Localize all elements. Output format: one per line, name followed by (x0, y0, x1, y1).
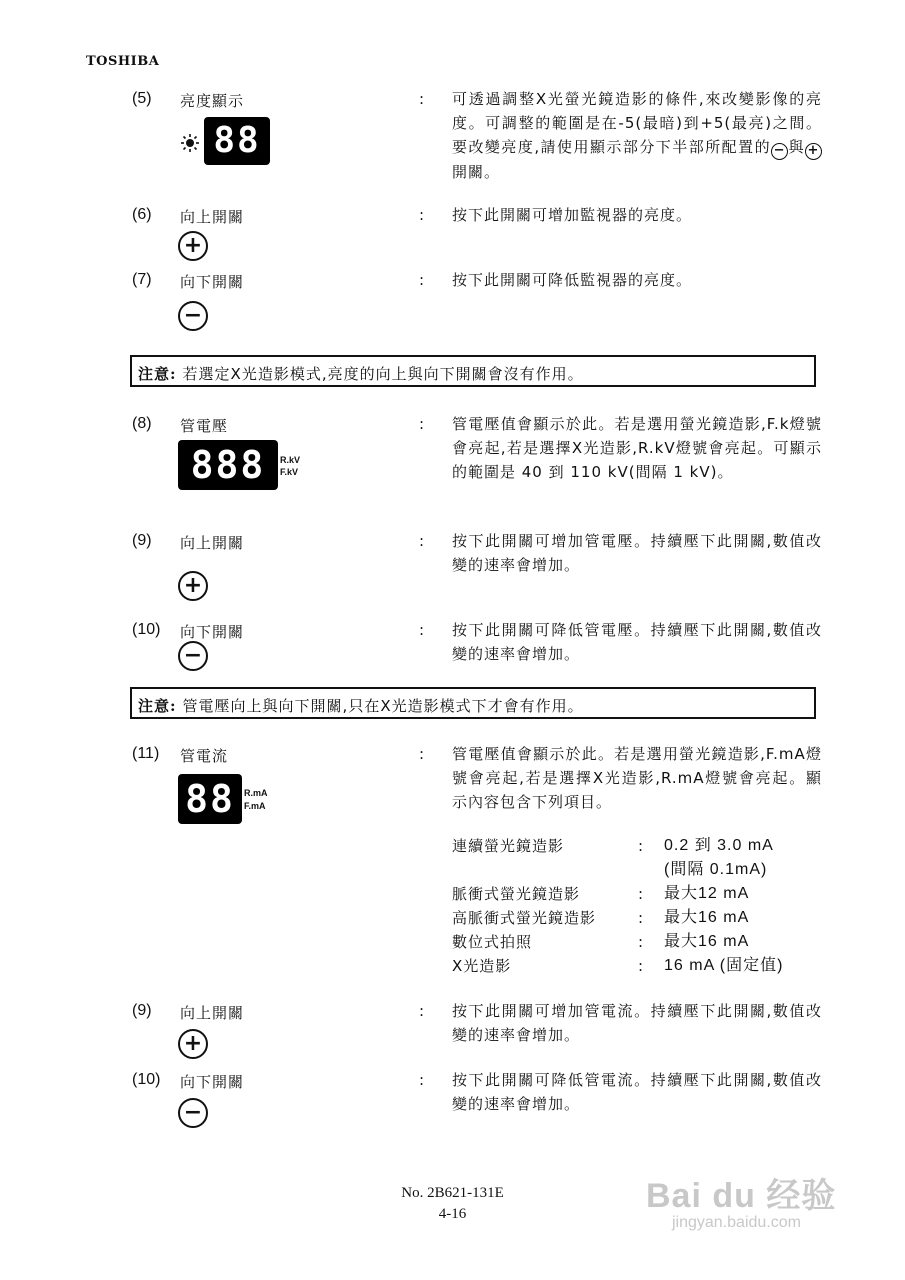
item-description: 按下此開關可增加管電壓。持續壓下此開關,數值改變的速率會增加。 (452, 532, 822, 574)
item-description: 按下此開關可增加監視器的亮度。 (452, 206, 693, 224)
colon: : (419, 206, 425, 224)
note-label: 注意: (138, 697, 177, 715)
current-row: 脈衝式螢光鏡造影 : 最大12 mA (452, 885, 750, 903)
kv-down-button[interactable]: − (178, 641, 208, 671)
minus-icon: − (771, 143, 788, 160)
item-number: (9) (132, 1002, 152, 1019)
current-row: 連續螢光鏡造影 : 0.2 到 3.0 mA (452, 837, 774, 855)
lamp-label-rma: R.mA (244, 788, 268, 798)
colon: : (419, 1002, 425, 1020)
page-number: 4-16 (438, 1206, 467, 1222)
watermark-logo: Bai du 经验 (646, 1177, 837, 1215)
item-number: (9) (132, 532, 152, 549)
item-description: 按下此開關可增加管電流。持續壓下此開關,數值改變的速率會增加。 (452, 1002, 822, 1044)
item-description: 按下此開關可降低管電流。持續壓下此開關,數值改變的速率會增加。 (452, 1071, 822, 1113)
current-row: 數位式拍照 : 最大16 mA (452, 933, 750, 951)
current-row: 高脈衝式螢光鏡造影 : 最大16 mA (452, 909, 750, 927)
item-title: 向下開關 (180, 623, 245, 641)
item-title: 向上開關 (180, 1004, 245, 1022)
note-label: 注意: (138, 365, 177, 383)
item-title: 向下開關 (180, 1073, 245, 1091)
brightness-up-button[interactable]: + (178, 231, 208, 261)
item-title: 管電壓 (180, 417, 229, 435)
tube-voltage-display: 888 (178, 440, 278, 490)
current-row-note: (間隔 0.1mA) (664, 861, 768, 878)
item-number: (7) (132, 271, 152, 288)
item-number: (10) (132, 1071, 161, 1088)
note-text: 若選定X光造影模式,亮度的向上與向下開關會沒有作用。 (182, 365, 584, 383)
kv-up-button[interactable]: + (178, 571, 208, 601)
item-description: 按下此開關可降低監視器的亮度。 (452, 271, 693, 289)
lamp-label-fma: F.mA (244, 801, 266, 811)
colon: : (419, 745, 425, 763)
document-number: No. 2B621-131E (401, 1185, 504, 1201)
item-title: 向上開關 (180, 208, 245, 226)
item-number: (5) (132, 90, 152, 107)
item-description: 按下此開關可降低管電壓。持續壓下此開關,數值改變的速率會增加。 (452, 621, 822, 663)
note-box (130, 687, 816, 719)
colon: : (419, 532, 425, 550)
item-number: (10) (132, 621, 161, 638)
colon: : (419, 1071, 425, 1089)
note-text: 管電壓向上與向下開關,只在X光造影模式下才會有作用。 (182, 697, 584, 715)
lamp-label-fkv: F.kV (280, 467, 299, 477)
item-title: 向下開關 (180, 273, 245, 291)
colon: : (419, 90, 425, 108)
tube-current-display: 88 (178, 774, 242, 824)
watermark-url: jingyan.baidu.com (672, 1214, 801, 1231)
item-description: 管電壓值會顯示於此。若是選用螢光鏡造影,F.mA燈號會亮起,若是選擇X光造影,R.mA燈號會亮起。顯示內容包含下列項目。 (452, 745, 822, 811)
item-number: (6) (132, 206, 152, 223)
current-row: X光造影 : 16 mA (固定值) (452, 957, 784, 975)
ma-down-button[interactable]: − (178, 1098, 208, 1128)
item-title: 亮度顯示 (180, 92, 245, 110)
item-title: 管電流 (180, 747, 229, 765)
item-number: (11) (132, 745, 160, 762)
item-number: (8) (132, 415, 152, 432)
item-description: 可透過調整X光螢光鏡造影的條件,來改變影像的亮度。可調整的範圍是在-5(最暗)到+5(最亮)之間。要改變亮度,請使用顯示部分下半部所配置的 − 與 +開關。 (452, 90, 822, 181)
brightness-down-button[interactable]: − (178, 301, 208, 331)
plus-icon: + (805, 143, 822, 160)
colon: : (419, 415, 425, 433)
lamp-label-rkv: R.kV (280, 455, 301, 465)
note-box (130, 355, 816, 387)
brightness-sun-icon (180, 133, 200, 153)
colon: : (419, 621, 425, 639)
brightness-display: 88 (204, 117, 270, 165)
brand-logo: TOSHIBA (86, 54, 160, 69)
colon: : (419, 271, 425, 289)
item-description: 管電壓值會顯示於此。若是選用螢光鏡造影,F.k燈號會亮起,若是選擇X光造影,R.kV燈號會亮起。可顯示的範圍是 40 到 110 kV(間隔 1 kV)。 (452, 415, 822, 481)
ma-up-button[interactable]: + (178, 1029, 208, 1059)
item-title: 向上開關 (180, 534, 245, 552)
